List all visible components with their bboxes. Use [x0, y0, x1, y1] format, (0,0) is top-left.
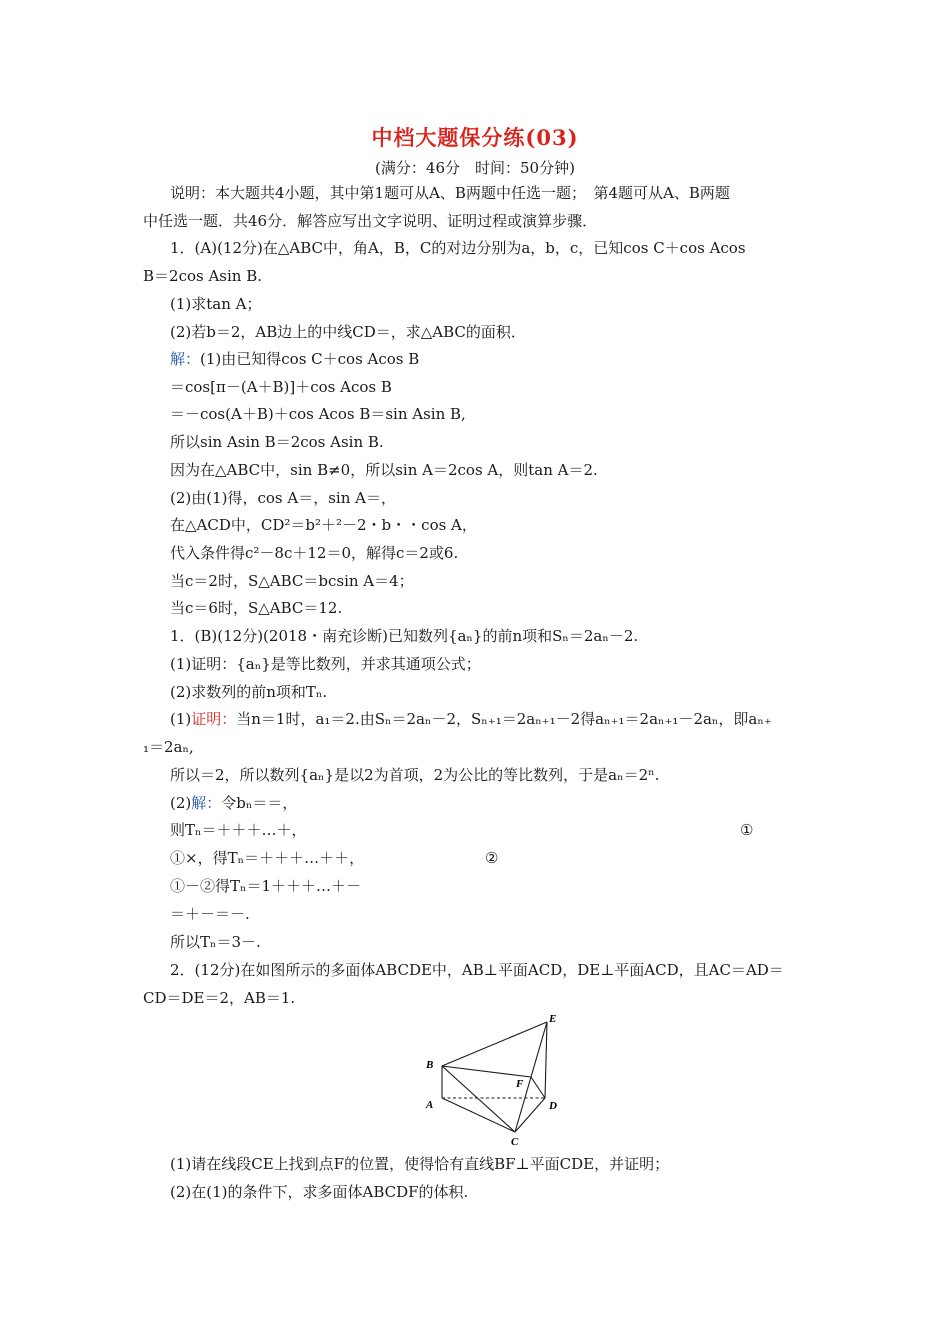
q1a-sub1: (1)求tan A； — [170, 295, 262, 313]
q1a-sol-line-5: 因为在△ABC中，sin B≠0，所以sin A＝2cos A，则tan A＝2. — [170, 461, 598, 479]
page-subtitle: (满分：46分 时间：50分钟) — [375, 159, 575, 177]
page-title: 中档大题保分练(03) — [371, 125, 579, 150]
figure-label-b: B — [426, 1059, 434, 1071]
q1b-sol2-line-3: ①×，得Tₙ＝＋＋＋…＋＋， — [170, 849, 365, 867]
figure-label-d: D — [549, 1100, 557, 1112]
q1a-sol-line-2: ＝cos[π－(A＋B)]＋cos Acos B — [170, 378, 392, 396]
q1b-sol2-line-1: (2)解：令bₙ＝＝， — [170, 794, 298, 812]
q1b-sol2-line-4: ①－②得Tₙ＝1＋＋＋…＋－ — [170, 877, 362, 895]
q1b-proof-line-1: (1)证明：当n＝1时，a₁＝2.由Sₙ＝2aₙ－2，Sₙ₊₁＝2aₙ₊₁－2得aₙ₊₁＝2aₙ₊₁－2aₙ，即aₙ₊ — [170, 710, 772, 728]
equation-mark-1: ① — [740, 821, 754, 839]
intro-line-1: 说明：本大题共4小题，其中第1题可从A、B两题中任选一题； 第4题可从A、B两题 — [170, 184, 730, 202]
q2-sub2: (2)在(1)的条件下，求多面体ABCDF的体积. — [170, 1183, 469, 1201]
q1a-sol-line-7: 在△ACD中，CD²＝b²＋²－2・b・・cos A， — [170, 516, 477, 534]
q1b-stem: 1．(B)(12分)(2018・南充诊断)已知数列{aₙ}的前n项和Sₙ＝2aₙ－2. — [170, 627, 639, 645]
q1b-sub2: (2)求数列的前n项和Tₙ. — [170, 683, 328, 701]
q1a-sol-line-8: 代入条件得c²－8c＋12＝0，解得c＝2或6. — [170, 544, 459, 562]
q1a-stem-2: B＝2cos Asin B. — [143, 267, 263, 285]
q1a-sol-line-3: ＝－cos(A＋B)＋cos Acos B＝sin Asin B, — [170, 405, 466, 423]
q1a-sol-line-4: 所以sin Asin B＝2cos Asin B. — [170, 433, 384, 451]
q1a-sol-line-9: 当c＝2时，S△ABC＝bcsin A＝4； — [170, 572, 414, 590]
q1b-solution-label: 解： — [191, 794, 222, 812]
equation-mark-2: ② — [485, 849, 499, 867]
q1a-solution-label: 解： — [170, 350, 201, 368]
figure-label-f: F — [516, 1078, 524, 1090]
q1b-proof-line-3: 所以＝2，所以数列{aₙ}是以2为首项，2为公比的等比数列，于是aₙ＝2ⁿ. — [170, 766, 660, 784]
q2-sub1: (1)请在线段CE上找到点F的位置，使得恰有直线BF⊥平面CDE，并证明； — [170, 1155, 670, 1173]
polyhedron-figure — [415, 1010, 565, 1150]
q2-stem-2: CD＝DE＝2，AB＝1. — [143, 989, 296, 1007]
q1a-sol-line-10: 当c＝6时，S△ABC＝12. — [170, 599, 343, 617]
intro-line-2: 中任选一题．共46分．解答应写出文字说明、证明过程或演算步骤． — [143, 212, 598, 230]
q1b-sol2-line-6: 所以Tₙ＝3－. — [170, 933, 261, 951]
q2-stem-1: 2．(12分)在如图所示的多面体ABCDE中，AB⊥平面ACD，DE⊥平面ACD，且AC＝AD＝ — [170, 961, 784, 979]
q1b-sol2-line-2: 则Tₙ＝＋＋＋…＋， — [170, 821, 307, 839]
q1a-sol-line-6: (2)由(1)得，cos A＝，sin A＝， — [170, 489, 396, 507]
figure-label-a: A — [426, 1099, 434, 1111]
q1a-sub2: (2)若b＝2，AB边上的中线CD＝，求△ABC的面积． — [170, 323, 526, 341]
q1b-proof-label: 证明： — [191, 710, 237, 728]
figure-label-c: C — [511, 1136, 519, 1148]
q1b-sol2-line-5: ＝＋－＝－. — [170, 905, 250, 923]
q1b-proof-line-2: ₁＝2aₙ, — [143, 738, 194, 756]
q1a-stem-1: 1．(A)(12分)在△ABC中，角A，B，C的对边分别为a，b，c，已知cos C＋cos Acos — [170, 239, 746, 257]
q1b-sub1: (1)证明：{aₙ}是等比数列，并求其通项公式； — [170, 655, 481, 673]
figure-label-e: E — [549, 1013, 557, 1025]
q1a-sol-line-1: 解：(1)由已知得cos C＋cos Acos B — [170, 350, 420, 368]
